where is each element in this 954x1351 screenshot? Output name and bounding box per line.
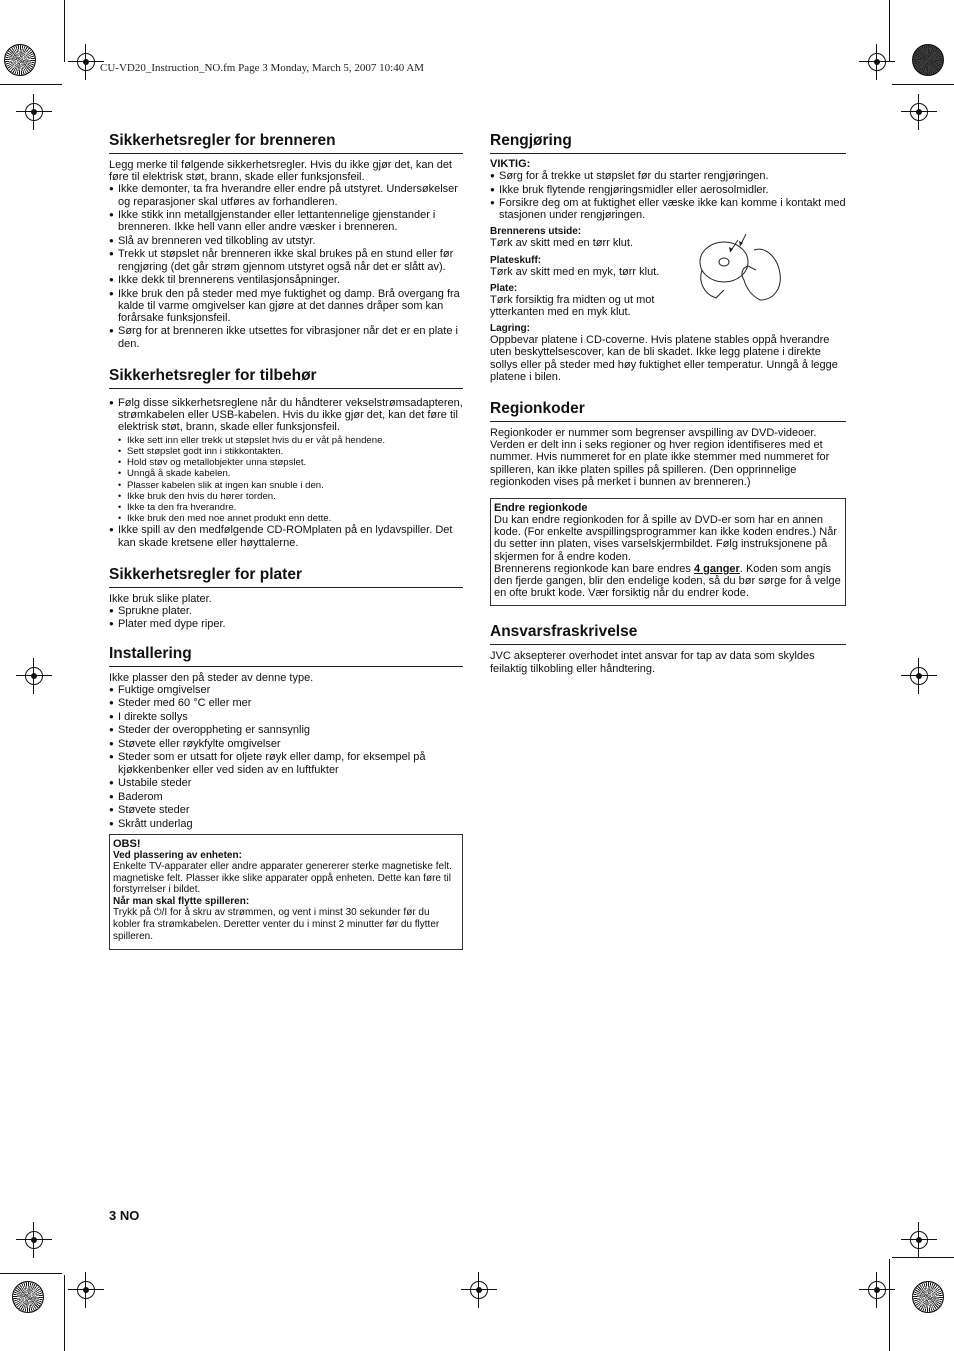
sub-list-item: • Ikke bruk den med noe annet produkt enn dette. (109, 513, 463, 524)
section-title: Ansvarsfraskrivelse (490, 623, 846, 645)
change-region-box (490, 498, 846, 606)
list-item: ● Sprukne plater. (109, 605, 463, 617)
list-item: ● Ikke dekk til brennerens ventilasjonsåpninger. (109, 274, 463, 286)
obs-text-moving: Trykk på ⏻/I for å skru av strømmen, og vent i minst 30 sekunder før du kobler fra strømkabelen. Deretter venter du i minst 2 minutter før du flytter spilleren. (113, 907, 440, 942)
section-title: Sikkerhetsregler for plater (109, 566, 463, 588)
trim-line (0, 84, 62, 85)
obs-notice-box (109, 834, 463, 950)
cleaning-label-exterior: Brennerens utside: (490, 226, 582, 238)
cleaning-label-disc: Plate: (490, 282, 518, 294)
limit-text-end: . Koden som angis den fjerde gangen, blir den endelige koden, så du bør sørge for å velge en ofte brukt kode. Vær forsiktig når du endrer kode. (494, 562, 841, 600)
section-intro: Legg merke til følgende sikkerhetsregler. Hvis du ikke gjør det, kan det føre til elektrisk støt, brann, skade eller funksjonsfeil. (109, 159, 452, 184)
change-region-text: Du kan endre regionkoden for å spille av DVD-er som har en annen kode. (For enkelte avspillingsprogrammer kan ikke koden endres.) Når du setter inn platen, vises varselskjermbildet. Følg instruksjonene på skjermen for å endre koden. (494, 514, 837, 563)
list-item: ● Forsikre deg om at fuktighet eller væske ikke kan komme i kontakt med stasjonen under rengjøringen. (490, 197, 846, 221)
list-item: ● Støvete steder (109, 804, 463, 816)
trim-line (892, 84, 954, 85)
page-number: 3 NO (109, 1208, 140, 1223)
list-item: ● I direkte sollys (109, 711, 463, 723)
trim-line (889, 1259, 890, 1351)
crosshair-mark (901, 1222, 937, 1258)
list-item: ● Støvete eller røykfylte omgivelser (109, 738, 463, 750)
crosshair-mark (901, 658, 937, 694)
change-region-limit-text (494, 563, 841, 600)
obs-text-placement: Enkelte TV-apparater eller andre apparater genererer sterke magnetiske felt. magnetiske felt. Plasser ikke slike apparater oppå enheten. Dette kan føre til forstyrrelser i bildet. (113, 860, 452, 896)
list-item: ● Slå av brenneren ved tilkobling av utstyr. (109, 235, 463, 247)
important-label: VIKTIG: (490, 158, 531, 170)
registration-dial-top-right (912, 44, 944, 76)
list-item: ● Ikke stikk inn metallgjenstander eller lettantennelige gjenstander i brenneren. Ikke hell vann eller andre væsker i brenneren. (109, 209, 463, 233)
limit-text-start: Brennerens regionkode kan bare endres (494, 562, 694, 575)
crosshair-mark (68, 44, 104, 80)
section-title: Sikkerhetsregler for tilbehør (109, 367, 463, 389)
cleaning-text-tray: Tørk av skitt med en myk, tørr klut. (490, 265, 660, 278)
right-column (490, 132, 846, 675)
cleaning-text-disc: Tørk forsiktig fra midten og ut mot ytterkanten med en myk klut. (490, 293, 655, 319)
crosshair-mark (16, 94, 52, 130)
list-item: ● Sørg for at brenneren ikke utsettes for vibrasjoner når det er en plate i den. (109, 325, 463, 349)
crosshair-mark (901, 94, 937, 130)
list-item: ● Ikke bruk den på steder med mye fuktighet og damp. Brå overgang fra kalde til varme omgivelser kan gjøre at det dannes dråper som kan forårsake funksjonsfeil. (109, 288, 463, 325)
list-item: ● Skrått underlag (109, 818, 463, 830)
cleaning-label-storage: Lagring: (490, 323, 530, 335)
sub-list-item: • Ikke bruk den hvis du hører torden. (109, 491, 463, 502)
limit-count: 4 ganger (693, 562, 740, 575)
section-intro: Ikke bruk slike plater. (109, 592, 212, 605)
sub-list-item: • Ikke ta den fra hverandre. (109, 502, 463, 513)
disclaimer-text: JVC aksepterer overhodet intet ansvar for tap av data som skyldes feilaktig tilkobling eller håndtering. (490, 650, 815, 675)
list-item: ● Steder med 60 °C eller mer (109, 697, 463, 709)
crosshair-mark (461, 1272, 497, 1308)
section-title: Sikkerhetsregler for brenneren (109, 132, 463, 154)
list-item: ● Følg disse sikkerhetsreglene når du håndterer vekselstrømsadapteren, strømkabelen eller USB-kabelen. Hvis du ikke gjør det, kan det føre til elektrisk støt, brann, skade eller funksjonsfeil. (109, 397, 463, 434)
crosshair-mark (16, 1222, 52, 1258)
crosshair-mark (16, 658, 52, 694)
sub-list-item: • Sett støpslet godt inn i stikkontakten. (109, 446, 463, 457)
list-item: ● Ustabile steder (109, 777, 463, 789)
trim-line (889, 0, 890, 62)
list-item: ● Steder som er utsatt for oljete røyk eller damp, for eksempel på kjøkkenbenker eller ved siden av en luftfukter (109, 751, 463, 775)
cleaning-text-exterior: Tørk av skitt med en tørr klut. (490, 237, 634, 250)
cleaning-block (490, 226, 846, 318)
section-title: Rengjøring (490, 132, 846, 154)
sub-list-item: • Unngå å skade kabelen. (109, 468, 463, 479)
section-intro: Ikke plasser den på steder av denne type. (109, 671, 314, 684)
list-item: ● Fuktige omgivelser (109, 684, 463, 696)
change-region-title: Endre regionkode (494, 502, 588, 515)
region-text: Regionkoder er nummer som begrenser avspilling av DVD-videoer. Verden er delt inn i seks regioner og hver region identifiseres med et nummer. Hvis nummeret for en plate ikke stemmer med nummeret for spilleren, kan ikke platen spilles på spilleren. (Den opprinnelige regionkoden vises på merket i bunnen av brenneren.) (490, 427, 830, 488)
cleaning-text-storage: Oppbevar platene i CD-coverne. Hvis platene stables oppå hverandre uten beskyttelsescover, kan de bli skadet. Ikke legg platene i direkte sollys eller på steder med høy fuktighet eller temperatur. Unngå å legge platene i bilen. (490, 334, 838, 383)
obs-label-placement: Ved plassering av enheten: (113, 849, 242, 861)
section-title: Installering (109, 645, 463, 667)
left-column (109, 132, 463, 950)
trim-line (64, 0, 65, 62)
list-item: ● Steder der overoppheting er sannsynlig (109, 724, 463, 736)
registration-dial-bottom-right (912, 1281, 944, 1313)
trim-line (892, 1257, 954, 1258)
disc-cleaning-illustration (694, 230, 786, 304)
sub-list-item: • Ikke sett inn eller trekk ut støpslet hvis du er våt på hendene. (109, 435, 463, 446)
registration-dial-bottom-left (12, 1281, 44, 1313)
list-item: ● Trekk ut støpslet når brenneren ikke skal brukes på en stund eller før rengjøring (det går strøm gjennom utstyret også når det er slått av). (109, 248, 463, 272)
crosshair-mark (68, 1272, 104, 1308)
list-item: ● Ikke spill av den medfølgende CD-ROMplaten på en lydavspiller. Det kan skade kretsene eller høyttalerne. (109, 524, 463, 548)
sub-list-item: • Plasser kabelen slik at ingen kan snuble i den. (109, 480, 463, 491)
section-title: Regionkoder (490, 400, 846, 422)
list-item: ● Baderom (109, 791, 463, 803)
list-item: ● Sørg for å trekke ut støpslet før du starter rengjøringen. (490, 170, 846, 182)
trim-line (64, 1275, 65, 1351)
cleaning-label-tray: Plateskuff: (490, 254, 542, 266)
trim-line (0, 1273, 62, 1274)
list-item: ● Plater med dype riper. (109, 618, 463, 630)
list-item: ● Ikke demonter, ta fra hverandre eller endre på utstyret. Undersøkelser og reparasjoner skal utføres av forhandleren. (109, 183, 463, 207)
registration-dial-top-left (4, 44, 36, 76)
file-header: CU-VD20_Instruction_NO.fm Page 3 Monday, March 5, 2007 10:40 AM (100, 62, 425, 74)
list-item: ● Ikke bruk flytende rengjøringsmidler eller aerosolmidler. (490, 184, 846, 196)
obs-title: OBS! (113, 837, 141, 850)
sub-list-item: • Hold støv og metallobjekter unna støpslet. (109, 457, 463, 468)
obs-label-moving: Når man skal flytte spilleren: (113, 896, 250, 908)
